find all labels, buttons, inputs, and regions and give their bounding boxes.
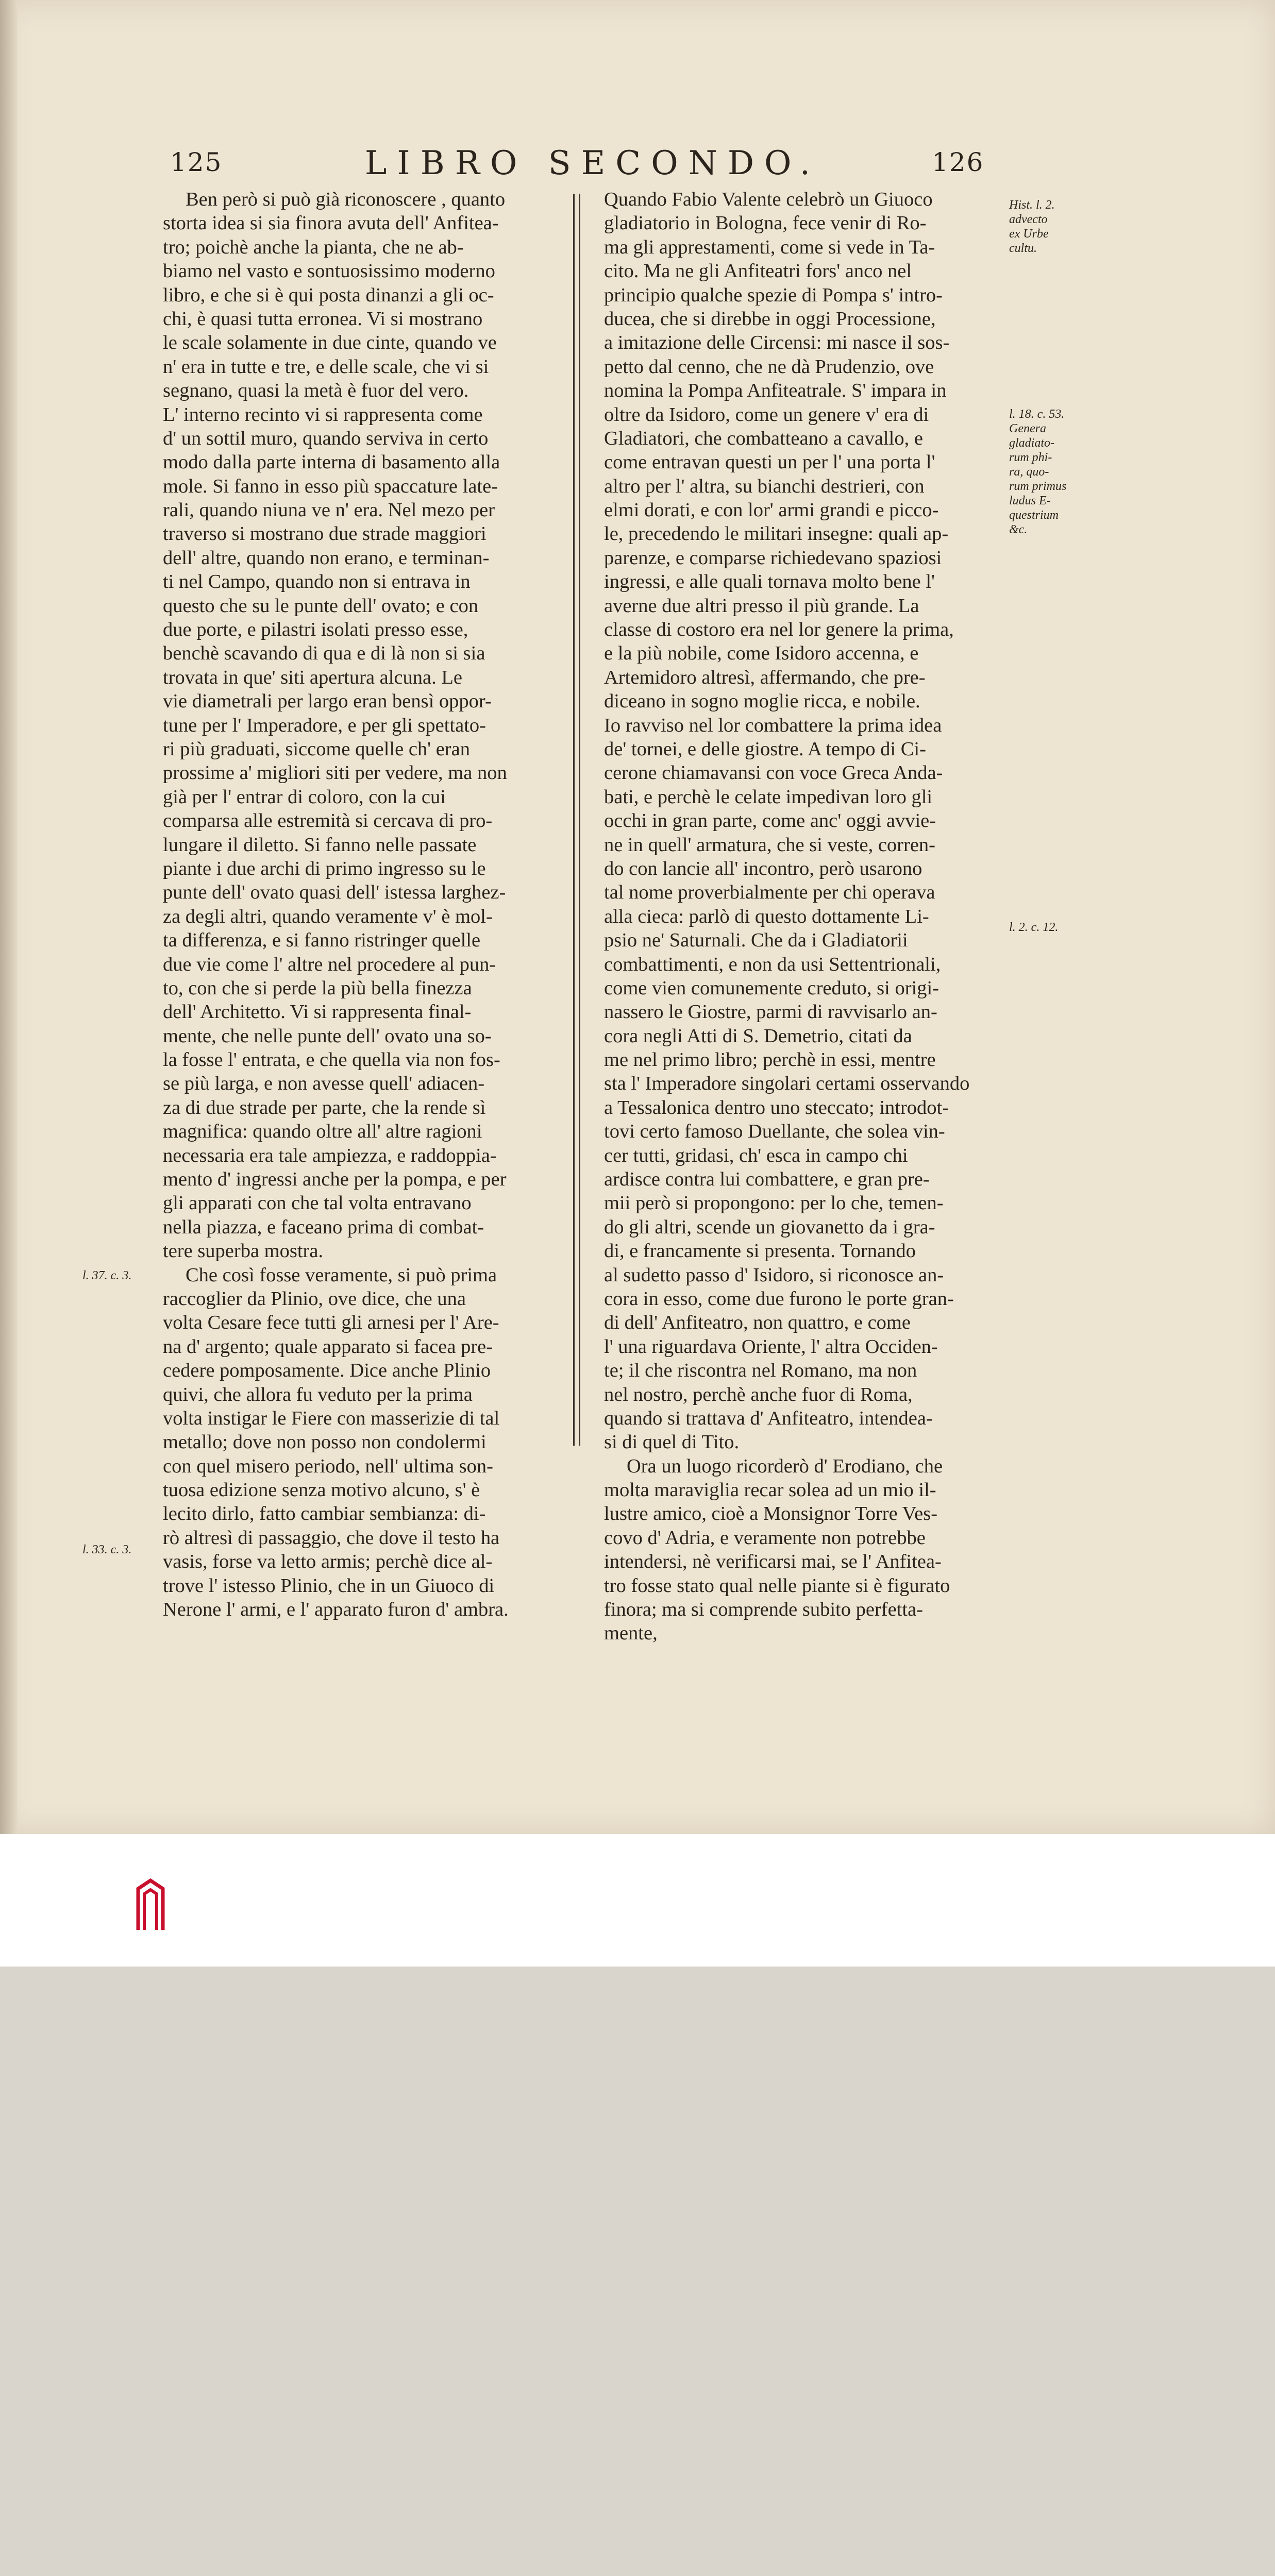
text-line: benchè scavando di qua e di là non si sia	[163, 642, 485, 665]
text-line: tro; poichè anche la pianta, che ne ab-	[163, 236, 464, 258]
text-line: Gladiatori, che combatteano a cavallo, e	[604, 427, 923, 449]
margin-note-line: rum phi-	[1009, 451, 1052, 464]
text-line: come vien comunemente creduto, si origi-	[604, 977, 940, 999]
text-line: ingressi, e alle quali tornava molto bene l'	[604, 571, 935, 593]
text-line: parenze, e comparse richiedevano spaziosi	[604, 547, 942, 569]
margin-note-line: Genera	[1009, 422, 1046, 435]
text-line: n' era in tutte e tre, e delle scale, che vi si	[163, 355, 489, 378]
margin-note-line: rum primus	[1009, 480, 1067, 493]
margin-note-line: l. 33. c. 3.	[82, 1543, 132, 1556]
column-rule-inner	[579, 194, 580, 1446]
margin-note-l37	[82, 1268, 131, 1283]
text-line: metallo; dove non posso non condolermi	[163, 1431, 486, 1453]
text-line: ardisce contra lui combattere, e gran pre-	[604, 1168, 930, 1191]
text-line: gladiatorio in Bologna, fece venir di Ro-	[604, 212, 927, 234]
text-line: altro per l' altra, su bianchi destrieri, con	[604, 475, 925, 497]
text-line: psio ne' Saturnali. Che da i Gladiatorii	[604, 929, 908, 952]
margin-note-line: Hist. l. 2.	[1009, 198, 1055, 212]
text-line: quando si trattava d' Anfiteatro, intendea-	[604, 1407, 933, 1429]
text-line: cer tutti, gridasi, ch' esca in campo chi	[604, 1144, 908, 1166]
text-line: L' interno recinto vi si rappresenta come	[163, 403, 483, 426]
right-text-column	[604, 188, 1005, 1646]
text-line: oltre da Isidoro, come un genere v' era di	[604, 403, 929, 426]
margin-note-line: gladiato-	[1009, 436, 1054, 450]
text-line: intendersi, nè verificarsi mai, se l' Anfitea-	[604, 1551, 942, 1573]
text-line: ta differenza, e si fanno ristringer quelle	[163, 929, 481, 952]
text-line: classe di costoro era nel lor genere la prima,	[604, 619, 954, 641]
text-line: sta l' Imperadore singolari certami osservando	[604, 1073, 970, 1095]
margin-note-line: &c.	[1009, 523, 1028, 536]
text-line: Nerone l' armi, e l' apparato furon d' ambra.	[163, 1599, 509, 1621]
text-line: cerone chiamavansi con voce Greca Anda-	[604, 762, 943, 784]
text-line: Ora un luogo ricorderò d' Erodiano, che	[627, 1455, 943, 1477]
text-line: me nel primo libro; perchè in essi, mentre	[604, 1049, 936, 1071]
text-line: lecito dirlo, fatto cambiar sembianza: di-	[163, 1503, 486, 1525]
library-emblem-icon	[135, 1878, 166, 1935]
text-line: occhi in gran parte, come anc' oggi avvie-	[604, 810, 936, 832]
text-line: necessaria era tale ampiezza, e raddoppia-	[163, 1144, 497, 1166]
text-line: tovi certo famoso Duellante, che solea vin-	[604, 1121, 945, 1143]
text-line: tal nome proverbialmente per chi operava	[604, 882, 935, 904]
text-line: quivi, che allora fu veduto per la prima	[163, 1383, 473, 1405]
text-line: za di due strade per parte, che la rende sì	[163, 1096, 486, 1118]
margin-note-line: ra, quo-	[1009, 465, 1049, 479]
text-line: volta instigar le Fiere con masserizie di tal	[163, 1407, 500, 1429]
text-line: mento d' ingressi anche per la pompa, e per	[163, 1168, 507, 1191]
text-line: a imitazione delle Circensi: mi nasce il sos-	[604, 332, 950, 354]
text-line: chi, è quasi tutta erronea. Vi si mostrano	[163, 308, 483, 330]
text-line: piante i due archi di primo ingresso su le	[163, 857, 486, 879]
text-line: combattimenti, e non da usi Settentrionali,	[604, 953, 941, 975]
text-line: cedere pomposamente. Dice anche Plinio	[163, 1360, 491, 1382]
text-line: mente, che nelle punte dell' ovato una so-	[163, 1025, 492, 1047]
text-line: gli apparati con che tal volta entravano	[163, 1192, 472, 1214]
text-line: mii però si propongono: per lo che, temen-	[604, 1192, 944, 1214]
page-number-right: 126	[932, 147, 984, 177]
margin-note-line: questrium	[1009, 509, 1059, 522]
text-line: nassero le Giostre, parmi di ravvisarlo an-	[604, 1001, 937, 1023]
text-line: storta idea si sia finora avuta dell' Anfitea-	[163, 212, 499, 234]
text-line: Artemidoro altresì, affermando, che pre-	[604, 666, 926, 688]
text-line: prossime a' migliori siti per vedere, ma non	[163, 762, 507, 784]
text-line: na d' argento; quale apparato si facea pre-	[163, 1335, 493, 1358]
text-line: petto dal cenno, che ne dà Prudenzio, ove	[604, 355, 934, 378]
text-line: do gli altri, scende un giovanetto da i gra-	[604, 1216, 935, 1238]
text-line: magnifica: quando oltre all' altre ragioni	[163, 1121, 482, 1143]
text-line: covo d' Adria, e veramente non potrebbe	[604, 1527, 926, 1549]
margin-note-l18	[1009, 407, 1066, 537]
text-line: trovata in que' siti apertura alcuna. Le	[163, 666, 462, 688]
text-line: tuosa edizione senza motivo alcuno, s' è	[163, 1479, 480, 1501]
margin-note-l33	[82, 1543, 131, 1557]
page-number-left: 125	[170, 147, 223, 177]
text-line: do con lancie all' incontro, però usarono	[604, 857, 922, 879]
text-line: tune per l' Imperadore, e per gli spettato-	[163, 714, 486, 736]
text-line: libro, e che si è qui posta dinanzi a gli oc-	[163, 284, 494, 306]
text-line: raccoglier da Plinio, ove dice, che una	[163, 1287, 466, 1310]
text-line: vie diametrali per largo eran bensì oppor-	[163, 690, 492, 713]
text-line: Io ravviso nel lor combattere la prima idea	[604, 714, 942, 736]
text-line: finora; ma si comprende subito perfetta-	[604, 1599, 923, 1621]
text-line: tro fosse stato qual nelle piante si è figurato	[604, 1574, 950, 1597]
text-line: ducea, che si direbbe in oggi Processione,	[604, 308, 936, 330]
viewer-footer	[0, 1834, 1275, 1967]
text-line: segnano, quasi la metà è fuor del vero.	[163, 380, 469, 402]
margin-note-line: advecto	[1009, 213, 1048, 226]
text-line: rali, quando niuna ve n' era. Nel mezo per	[163, 499, 495, 521]
text-line: due porte, e pilastri isolati presso esse,	[163, 619, 468, 641]
text-line: volta Cesare fece tutti gli arnesi per l' Are-	[163, 1312, 499, 1334]
text-line: la fosse l' entrata, e che quella via non fos-	[163, 1049, 500, 1071]
text-line: questo che su le punte dell' ovato; e con	[163, 595, 479, 617]
running-title: LIBRO SECONDO.	[364, 144, 821, 182]
text-line: biamo nel vasto e sontuosissimo moderno	[163, 260, 495, 282]
text-line: a Tessalonica dentro uno steccato; introdot-	[604, 1096, 949, 1118]
text-line: come entravan questi un per l' una porta l'	[604, 451, 935, 473]
text-line: tere superba mostra.	[163, 1240, 324, 1262]
text-line: cora in esso, come due furono le porte gran-	[604, 1287, 954, 1310]
text-line: cito. Ma ne gli Anfiteatri fors' anco nel	[604, 260, 912, 282]
margin-note-line: ludus E-	[1009, 494, 1051, 507]
text-line: dell' altre, quando non erano, e terminan-	[163, 547, 490, 569]
text-line: diceano in sogno moglie ricca, e nobile.	[604, 690, 920, 713]
column-rule	[573, 194, 575, 1446]
text-line: Quando Fabio Valente celebrò un Giuoco	[604, 189, 933, 210]
page-edge	[0, 0, 18, 1834]
text-line: ri più graduati, siccome quelle ch' eran	[163, 738, 470, 760]
text-line: già per l' entrar di coloro, con la cui	[163, 786, 446, 808]
text-line: traverso si mostrano due strade maggiori	[163, 523, 486, 545]
text-line: dell' Architetto. Vi si rappresenta final-	[163, 1001, 472, 1023]
margin-note-line: l. 18. c. 53.	[1009, 408, 1065, 421]
text-line: Che così fosse veramente, si può prima	[186, 1264, 497, 1286]
margin-note-l2	[1009, 920, 1058, 935]
text-line: nel nostro, perchè anche fuor di Roma,	[604, 1383, 913, 1405]
text-line: lungare il diletto. Si fanno nelle passate	[163, 834, 477, 856]
text-line: si di quel di Tito.	[604, 1431, 740, 1453]
text-line: bati, e perchè le celate impedivan loro gli	[604, 786, 933, 808]
text-line: to, con che si perde la più bella finezza	[163, 977, 472, 999]
text-line: due vie come l' altre nel procedere al pun-	[163, 953, 496, 975]
margin-note-line: l. 2. c. 12.	[1009, 921, 1059, 934]
text-line: con quel misero periodo, nell' ultima son-	[163, 1455, 493, 1477]
text-line: molta maraviglia recar solea ad un mio il-	[604, 1479, 936, 1501]
text-line: modo dalla parte interna di basamento alla	[163, 451, 500, 473]
left-text-column	[163, 188, 553, 1621]
text-line: za degli altri, quando veramente v' è mol-	[163, 905, 493, 927]
text-line: ne in quell' armatura, che si veste, corren-	[604, 834, 935, 856]
text-line: le, precedendo le militari insegne: quali ap-	[604, 523, 949, 545]
text-line: vasis, forse va letto armis; perchè dice al-	[163, 1551, 493, 1573]
text-line: ma gli apprestamenti, come si vede in Ta-	[604, 236, 935, 258]
text-line: te; il che riscontra nel Romano, ma non	[604, 1360, 917, 1382]
text-line: mente,	[604, 1622, 658, 1645]
text-line: principio qualche spezie di Pompa s' intro-	[604, 284, 943, 306]
margin-note-line: cultu.	[1009, 242, 1037, 255]
text-line: di, e francamente si presenta. Tornando	[604, 1240, 916, 1262]
text-line: nomina la Pompa Anfiteatrale. S' impara in	[604, 380, 947, 402]
text-line: d' un sottil muro, quando serviva in certo	[163, 427, 489, 449]
text-line: e la più nobile, come Isidoro accenna, e	[604, 642, 919, 665]
text-line: alla cieca: parlò di questo dottamente Li-	[604, 905, 929, 927]
text-line: de' tornei, e delle giostre. A tempo di Ci-	[604, 738, 926, 760]
text-line: nella piazza, e faceano prima di combat-	[163, 1216, 484, 1238]
text-line: mole. Si fanno in esso più spaccature late-	[163, 475, 498, 497]
text-line: trove l' istesso Plinio, che in un Giuoco di	[163, 1574, 495, 1597]
text-line: se più larga, e non avesse quell' adiacen-	[163, 1073, 485, 1095]
text-line: le scale solamente in due cinte, quando ve	[163, 332, 497, 354]
text-line: cora negli Atti di S. Demetrio, citati da	[604, 1025, 912, 1047]
margin-note-line: l. 37. c. 3.	[82, 1269, 132, 1282]
text-line: lustre amico, cioè a Monsignor Torre Ves-	[604, 1503, 938, 1525]
margin-note-hist	[1009, 198, 1055, 256]
text-line: Ben però si può già riconoscere , quanto	[186, 189, 506, 210]
text-line: ti nel Campo, quando non si entrava in	[163, 571, 471, 593]
text-line: elmi dorati, e con lor' armi grandi e picco-	[604, 499, 939, 521]
text-line: comparsa alle estremità si cercava di pro-	[163, 810, 493, 832]
text-line: averne due altri presso il più grande. La	[604, 595, 919, 617]
text-line: rò altresì di passaggio, che dove il testo ha	[163, 1527, 500, 1549]
text-line: l' una riguardava Oriente, l' altra Occiden-	[604, 1335, 938, 1358]
margin-note-line: ex Urbe	[1009, 227, 1049, 241]
text-line: punte dell' ovato quasi dell' istessa larghez-	[163, 882, 506, 904]
text-line: di dell' Anfiteatro, non quattro, e come	[604, 1312, 911, 1334]
text-line: al sudetto passo d' Isidoro, si riconosce an-	[604, 1264, 944, 1286]
